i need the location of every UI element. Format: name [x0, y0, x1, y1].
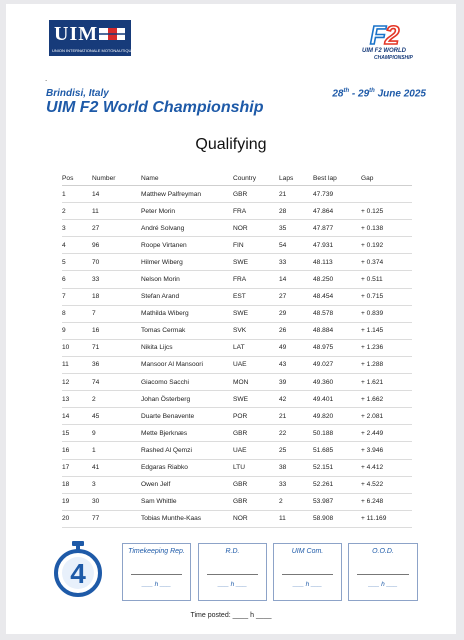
cell-name: Owen Jelf	[141, 476, 233, 493]
cell-gap: + 0.715	[361, 288, 412, 305]
cell-pos: 9	[62, 322, 92, 339]
table-row	[62, 254, 412, 271]
table-row	[62, 442, 412, 459]
cell-pos: 11	[62, 356, 92, 373]
cell-name: Stefan Arand	[141, 288, 233, 305]
f2-championship-logo	[362, 20, 424, 62]
cell-number: 1	[92, 442, 141, 459]
table-row	[62, 493, 412, 510]
header-number: Number	[92, 172, 141, 186]
cell-pos: 8	[62, 305, 92, 322]
cell-pos: 10	[62, 339, 92, 356]
cell-name: Hilmer Wiberg	[141, 254, 233, 271]
cell-laps: 33	[279, 254, 313, 271]
table-row	[62, 476, 412, 493]
cell-gap: + 6.248	[361, 493, 412, 510]
cell-gap	[361, 186, 412, 203]
cell-gap: + 0.138	[361, 220, 412, 237]
cell-country: NOR	[233, 510, 279, 527]
date-sep: - 29	[349, 88, 370, 100]
cell-gap: + 0.125	[361, 203, 412, 220]
cell-gap: + 0.839	[361, 305, 412, 322]
cell-name: Nikita Lijcs	[141, 339, 233, 356]
cell-country: FRA	[233, 203, 279, 220]
cell-number: 14	[92, 186, 141, 203]
table-row	[62, 271, 412, 288]
cell-number: 33	[92, 271, 141, 288]
table-row	[62, 322, 412, 339]
cell-pos: 6	[62, 271, 92, 288]
signature-box-uim-com	[273, 543, 342, 601]
results-body	[62, 186, 412, 528]
signature-label: R.D.	[225, 548, 240, 555]
cell-best-lap: 48.884	[313, 322, 361, 339]
cell-gap: + 2.081	[361, 408, 412, 425]
cell-number: 74	[92, 374, 141, 391]
signature-box-rd	[198, 543, 267, 601]
cell-name: Tomas Cermak	[141, 322, 233, 339]
cell-name: Duarte Benavente	[141, 408, 233, 425]
signature-label: O.O.D.	[372, 548, 394, 555]
cell-gap: + 4.412	[361, 459, 412, 476]
f2-logo-line2: CHAMPIONSHIP	[374, 55, 413, 61]
cell-country: LTU	[233, 459, 279, 476]
cell-best-lap: 48.975	[313, 339, 361, 356]
table-row	[62, 459, 412, 476]
results-table	[62, 172, 412, 528]
cell-number: 3	[92, 476, 141, 493]
table-row	[62, 425, 412, 442]
cell-laps: 14	[279, 271, 313, 288]
cell-number: 16	[92, 322, 141, 339]
signature-time: ___ h ___	[142, 581, 171, 588]
signature-time: ___ h ___	[368, 581, 398, 588]
header-best-lap: Best lap	[313, 172, 361, 186]
cell-number: 45	[92, 408, 141, 425]
cell-number: 30	[92, 493, 141, 510]
cell-laps: 22	[279, 425, 313, 442]
cell-number: 7	[92, 305, 141, 322]
cell-best-lap: 49.820	[313, 408, 361, 425]
uim-logo-subtitle: UNION INTERNATIONALE MOTONAUTIQUE	[52, 48, 135, 53]
cell-best-lap: 47.864	[313, 203, 361, 220]
cell-laps: 35	[279, 220, 313, 237]
results-sheet	[6, 4, 456, 634]
f2-logo-mark	[370, 20, 398, 51]
cell-number: 41	[92, 459, 141, 476]
time-posted: Time posted: ____ h ____	[190, 612, 272, 619]
cell-laps: 11	[279, 510, 313, 527]
signature-line	[131, 574, 182, 575]
cell-number: 96	[92, 237, 141, 254]
table-row	[62, 356, 412, 373]
date-rest: June 2025	[374, 88, 426, 100]
cell-pos: 14	[62, 408, 92, 425]
cell-name: Giacomo Sacchi	[141, 374, 233, 391]
cell-laps: 25	[279, 442, 313, 459]
table-row	[62, 339, 412, 356]
signature-box-timekeeping	[122, 543, 191, 601]
cell-country: SVK	[233, 322, 279, 339]
cell-gap: + 0.374	[361, 254, 412, 271]
cell-gap: + 1.662	[361, 391, 412, 408]
date-sup1: th	[343, 88, 350, 94]
signature-label: UIM Com.	[291, 548, 324, 555]
cell-laps: 38	[279, 459, 313, 476]
cell-name: Mette Bjerknæs	[141, 425, 233, 442]
cell-gap: + 11.169	[361, 510, 412, 527]
signature-label: Timekeeping Rep.	[128, 548, 185, 555]
cell-laps: 2	[279, 493, 313, 510]
cell-best-lap: 52.151	[313, 459, 361, 476]
cell-country: NOR	[233, 220, 279, 237]
cell-country: SWE	[233, 254, 279, 271]
cell-country: GBR	[233, 186, 279, 203]
f2-logo-digit: 2	[384, 20, 399, 50]
cell-laps: 33	[279, 476, 313, 493]
cell-best-lap: 49.360	[313, 374, 361, 391]
cell-gap: + 0.192	[361, 237, 412, 254]
cell-laps: 29	[279, 305, 313, 322]
cell-number: 2	[92, 391, 141, 408]
cell-number: 18	[92, 288, 141, 305]
cell-gap: + 1.145	[361, 322, 412, 339]
signature-time: ___ h ___	[218, 581, 247, 588]
cell-best-lap: 48.454	[313, 288, 361, 305]
cell-best-lap: 50.188	[313, 425, 361, 442]
cell-number: 71	[92, 339, 141, 356]
cell-best-lap: 48.578	[313, 305, 361, 322]
cell-country: GBR	[233, 425, 279, 442]
cell-name: Sam Whittle	[141, 493, 233, 510]
signature-line	[282, 574, 333, 575]
cell-name: Matthew Palfreyman	[141, 186, 233, 203]
stopwatch-icon	[49, 540, 107, 598]
header-pos: Pos	[62, 172, 92, 186]
cell-laps: 26	[279, 322, 313, 339]
cell-best-lap: 49.401	[313, 391, 361, 408]
cell-country: EST	[233, 288, 279, 305]
cell-gap: + 3.946	[361, 442, 412, 459]
cell-pos: 15	[62, 425, 92, 442]
signature-line	[357, 574, 409, 575]
event-title: UIM F2 World Championship	[46, 99, 264, 116]
cell-country: SWE	[233, 305, 279, 322]
uim-logo-text: UIM	[54, 23, 99, 45]
table-row	[62, 408, 412, 425]
cell-pos: 17	[62, 459, 92, 476]
cell-country: FRA	[233, 271, 279, 288]
cell-country: GBR	[233, 493, 279, 510]
cell-country: SWE	[233, 391, 279, 408]
cell-pos: 13	[62, 391, 92, 408]
cell-laps: 42	[279, 391, 313, 408]
cell-name: André Solvang	[141, 220, 233, 237]
cell-best-lap: 47.931	[313, 237, 361, 254]
session-title: Qualifying	[195, 136, 267, 153]
cell-number: 9	[92, 425, 141, 442]
cell-pos: 4	[62, 237, 92, 254]
cell-pos: 7	[62, 288, 92, 305]
event-date	[332, 88, 426, 99]
cell-best-lap: 51.685	[313, 442, 361, 459]
uim-logo	[49, 20, 135, 56]
f2-logo-line1: UIM F2 WORLD	[362, 48, 406, 54]
cell-name: Johan Österberg	[141, 391, 233, 408]
cell-best-lap: 48.250	[313, 271, 361, 288]
cell-best-lap: 58.908	[313, 510, 361, 527]
table-header-row	[62, 172, 412, 186]
cell-best-lap: 48.113	[313, 254, 361, 271]
flags-icon	[97, 25, 127, 43]
date-day1: 28	[332, 88, 344, 100]
table-row	[62, 186, 412, 203]
cell-country: UAE	[233, 356, 279, 373]
table-row	[62, 305, 412, 322]
cell-country: MON	[233, 374, 279, 391]
cell-number: 27	[92, 220, 141, 237]
cell-laps: 28	[279, 203, 313, 220]
cell-gap: + 0.511	[361, 271, 412, 288]
cell-name: Peter Morin	[141, 203, 233, 220]
cell-country: POR	[233, 408, 279, 425]
cell-name: Mathilda Wiberg	[141, 305, 233, 322]
cell-laps: 21	[279, 186, 313, 203]
cell-number: 36	[92, 356, 141, 373]
cell-pos: 20	[62, 510, 92, 527]
cell-laps: 54	[279, 237, 313, 254]
cell-pos: 1	[62, 186, 92, 203]
cell-country: UAE	[233, 442, 279, 459]
signature-box-ood	[348, 543, 418, 601]
cell-best-lap: 53.987	[313, 493, 361, 510]
cell-laps: 43	[279, 356, 313, 373]
event-location: Brindisi, Italy	[46, 88, 109, 99]
table-row	[62, 391, 412, 408]
cell-laps: 39	[279, 374, 313, 391]
cell-gap: + 1.236	[361, 339, 412, 356]
cell-best-lap: 52.261	[313, 476, 361, 493]
cell-name: Tobias Munthe-Kaas	[141, 510, 233, 527]
cell-pos: 12	[62, 374, 92, 391]
signature-line	[207, 574, 258, 575]
f2-logo-letter: F	[370, 20, 385, 50]
cell-pos: 16	[62, 442, 92, 459]
cell-laps: 21	[279, 408, 313, 425]
cell-pos: 5	[62, 254, 92, 271]
cell-name: Edgaras Riabko	[141, 459, 233, 476]
cell-name: Nelson Morin	[141, 271, 233, 288]
cell-best-lap: 49.027	[313, 356, 361, 373]
cell-best-lap: 47.877	[313, 220, 361, 237]
table-row	[62, 220, 412, 237]
header-name: Name	[141, 172, 233, 186]
dot-mark: .	[45, 74, 48, 83]
stopwatch-number: 4	[70, 558, 86, 589]
cell-pos: 2	[62, 203, 92, 220]
cell-pos: 18	[62, 476, 92, 493]
cell-laps: 27	[279, 288, 313, 305]
header-gap: Gap	[361, 172, 412, 186]
table-row	[62, 203, 412, 220]
cell-pos: 19	[62, 493, 92, 510]
table-row	[62, 510, 412, 527]
cell-name: Rashed Al Qemzi	[141, 442, 233, 459]
cell-gap: + 4.522	[361, 476, 412, 493]
cell-number: 70	[92, 254, 141, 271]
cell-best-lap: 47.739	[313, 186, 361, 203]
cell-gap: + 1.288	[361, 356, 412, 373]
cell-pos: 3	[62, 220, 92, 237]
date-sup2: th	[369, 88, 375, 94]
cell-number: 77	[92, 510, 141, 527]
header-country: Country	[233, 172, 279, 186]
table-row	[62, 237, 412, 254]
cell-gap: + 1.621	[361, 374, 412, 391]
cell-name: Mansoor Al Mansoori	[141, 356, 233, 373]
table-row	[62, 288, 412, 305]
cell-country: LAT	[233, 339, 279, 356]
signature-time: ___ h ___	[293, 581, 322, 588]
table-row	[62, 374, 412, 391]
cell-country: GBR	[233, 476, 279, 493]
cell-gap: + 2.449	[361, 425, 412, 442]
header-laps: Laps	[279, 172, 313, 186]
cell-name: Roope Virtanen	[141, 237, 233, 254]
cell-laps: 49	[279, 339, 313, 356]
cell-country: FIN	[233, 237, 279, 254]
cell-number: 11	[92, 203, 141, 220]
